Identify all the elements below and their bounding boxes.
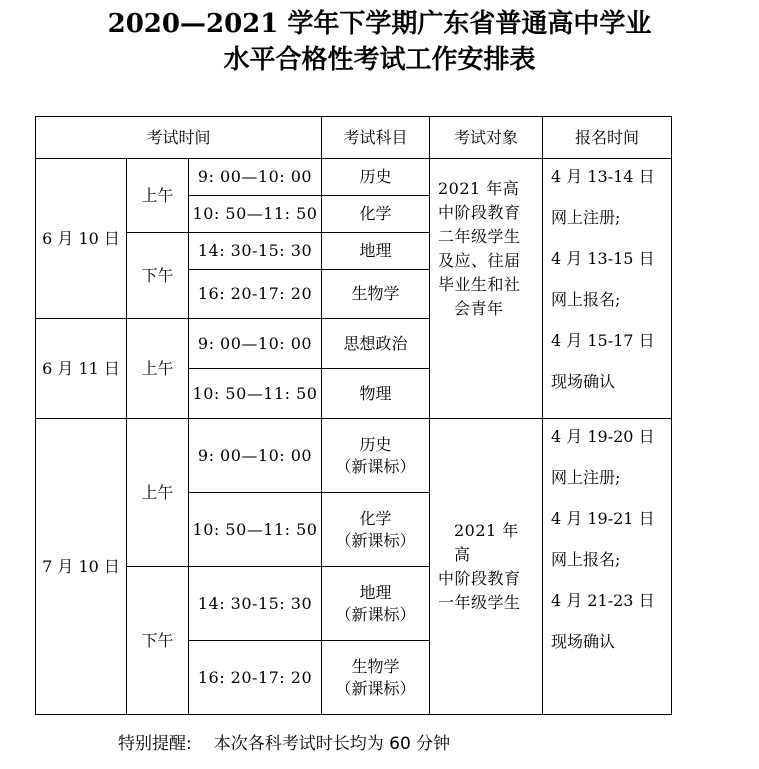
target-line: 中阶段教育 [438,203,521,222]
target-line: 及应、往届 [438,251,521,270]
target-line: 一年级学生 [438,592,521,612]
register-line: 网上报名; [551,550,621,569]
header-exam-time: 考试时间 [36,117,322,159]
subject-cell [322,641,430,715]
date-cell: 6 月 10 日 [36,159,127,319]
session-am: 上午 [127,319,189,419]
special-reminder [118,732,450,756]
register-cell [543,419,672,715]
header-register-time: 报名时间 [543,117,672,159]
target-line: 2021 年高 [438,179,520,198]
time-cell: 16: 20-17: 20 [189,641,322,715]
register-line: 4 月 15-17 日 [551,331,655,350]
register-line: 4 月 13-15 日 [551,249,655,268]
subject-note: （新课标） [335,678,416,698]
schedule-table [35,116,672,715]
subject-cell [322,493,430,567]
session-pm: 下午 [127,233,189,319]
subject-cell: 物理 [322,369,430,419]
session-am: 上午 [127,159,189,233]
subject-cell: 化学 [322,196,430,233]
register-line: 4 月 19-21 日 [551,509,655,528]
register-line: 4 月 19-20 日 [551,427,655,446]
time-cell: 14: 30-15: 30 [189,567,322,641]
page-title-line2: 水平合格性考试工作安排表 [223,45,536,75]
subject-cell: 思想政治 [322,319,430,369]
page-title-line1: 2020—2021 学年下学期广东省普通高中学业 [107,9,652,39]
session-am: 上午 [127,419,189,567]
register-line: 网上注册; [551,208,621,227]
header-target: 考试对象 [430,117,543,159]
subject-name: 生物学 [351,656,400,676]
subject-name: 历史 [359,434,392,454]
subject-note: （新课标） [335,456,416,476]
subject-cell [322,419,430,493]
target-line: 二年级学生 [438,227,521,246]
time-cell: 9: 00—10: 00 [189,319,322,369]
subject-cell: 生物学 [322,270,430,319]
target-line: 会青年 [454,299,504,318]
register-line: 4 月 13-14 日 [551,167,655,186]
target-line: 中阶段教育 [438,568,521,588]
register-line: 现场确认 [551,372,616,391]
date-cell: 6 月 11 日 [36,319,127,419]
time-cell: 14: 30-15: 30 [189,233,322,270]
time-cell: 16: 20-17: 20 [189,270,322,319]
target-cell [430,419,543,715]
reminder-label: 特别提醒: [118,734,192,754]
register-line: 现场确认 [551,632,616,651]
register-line: 网上注册; [551,468,621,487]
subject-note: （新课标） [335,530,416,550]
subject-cell: 历史 [322,159,430,196]
register-cell [543,159,672,419]
session-pm: 下午 [127,567,189,715]
time-cell: 9: 00—10: 00 [189,419,322,493]
register-line: 4 月 21-23 日 [551,591,655,610]
subject-note: （新课标） [335,604,416,624]
time-cell: 10: 50—11: 50 [189,196,322,233]
header-subject: 考试科目 [322,117,430,159]
date-cell: 7 月 10 日 [36,419,127,715]
target-line: 毕业生和社 [438,275,521,294]
subject-cell [322,567,430,641]
register-line: 网上报名; [551,290,621,309]
target-line: 2021 年高 [454,520,519,564]
time-cell: 10: 50—11: 50 [189,369,322,419]
subject-name: 地理 [359,582,392,602]
subject-cell: 地理 [322,233,430,270]
subject-name: 化学 [359,508,392,528]
reminder-text: 本次各科考试时长均为 60 分钟 [213,734,451,754]
target-cell [430,159,543,419]
time-cell: 9: 00—10: 00 [189,159,322,196]
time-cell: 10: 50—11: 50 [189,493,322,567]
